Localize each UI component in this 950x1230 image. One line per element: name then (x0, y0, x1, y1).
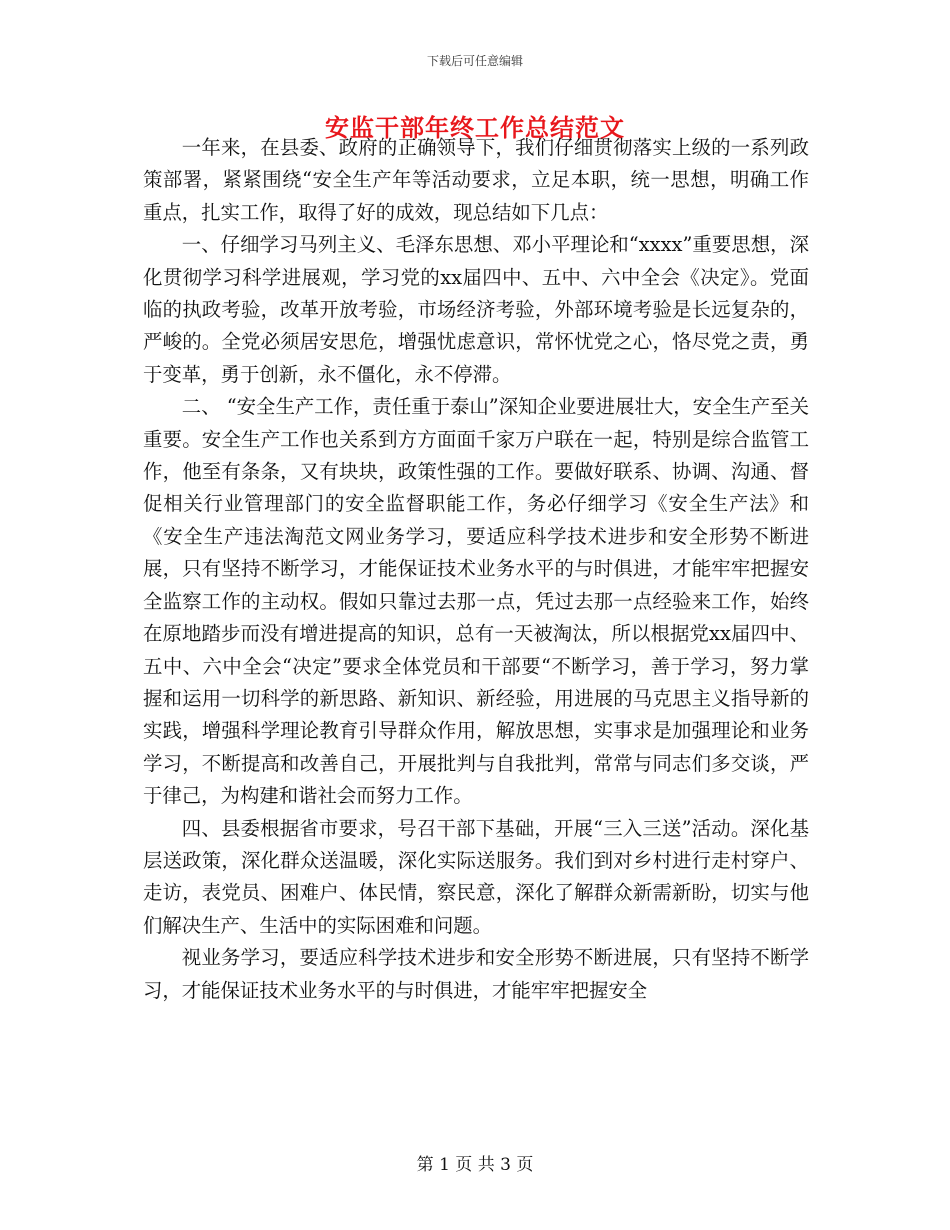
paragraph-continued: 视业务学习，要适应科学技术进步和安全形势不断进展，只有坚持不断学习，才能保证技术业务水平的与时俱进，才能牢牢把握安全 (143, 946, 809, 1002)
paragraph-two: 二、 “安全生产工作，责任重于泰山”深知企业要进展壮大，安全生产至关重要。安全生产工作也关系到方方面面千家万户联在一起，特别是综合监管工作，他至有条条，又有块块，政策性强的工作。要做好联系、协调、沟通、督促相关行业管理部门的安全监督职能工作，务必仔细学习《安全生产法》和《安全生产违法淘范文网业务学习，要适应科学技术进步和安全形势不断进展，只有坚持不断学习，才能保证技术业务水平的与时俱进，才能牢牢把握安全监察工作的主动权。假如只靠过去那一点，凭过去那一点经验来工作，始终在原地踏步而没有增进提高的知识，总有一天被淘汰，所以根据党xx届四中、五中、六中全会“决定”要求全体党员和干部要“不断学习，善于学习，努力掌握和运用一切科学的新思路、新知识、新经验，用进展的马克思主义指导新的实践，增强科学理论教育引导群众作用，解放思想，实事求是加强理论和业务学习，不断提高和改善自己，开展批判与自我批判，常常与同志们多交谈，严于律己，为构建和谐社会而努力工作。 (143, 395, 809, 808)
paragraph-intro: 一年来，在县委、政府的正确领导下，我们仔细贯彻落实上级的一系列政策部署，紧紧围绕“安全生产年等活动要求，立足本职，统一思想，明确工作重点，扎实工作，取得了好的成效，现总结如下几点： (143, 136, 809, 224)
header-note: 下载后可任意编辑 (426, 54, 523, 68)
page-footer: 第 1 页 共 3 页 (416, 1155, 534, 1175)
paragraph-one: 一、仔细学习马列主义、毛泽东思想、邓小平理论和“xxxx”重要思想，深化贯彻学习科学进展观，学习党的xx届四中、五中、六中全会《决定》。党面临的执政考验，改革开放考验，市场经济考验，外部环境考验是长远复杂的，严峻的。全党必须居安思危，增强忧虑意识，常怀忧党之心，恪尽党之责，勇于变革，勇于创新，永不僵化，永不停滞。 (143, 233, 809, 386)
paragraph-four: 四、县委根据省市要求，号召干部下基础，开展“三入三送”活动。深化基层送政策，深化群众送温暖，深化实际送服务。我们到对乡村进行走村穿户、走访，表党员、困难户、体民情，察民意，深化了解群众新需新盼，切实与他们解决生产、生活中的实际困难和问题。 (143, 816, 809, 937)
document-title: 安监干部年终工作总结范文 (325, 113, 625, 142)
document-body (143, 132, 809, 1007)
